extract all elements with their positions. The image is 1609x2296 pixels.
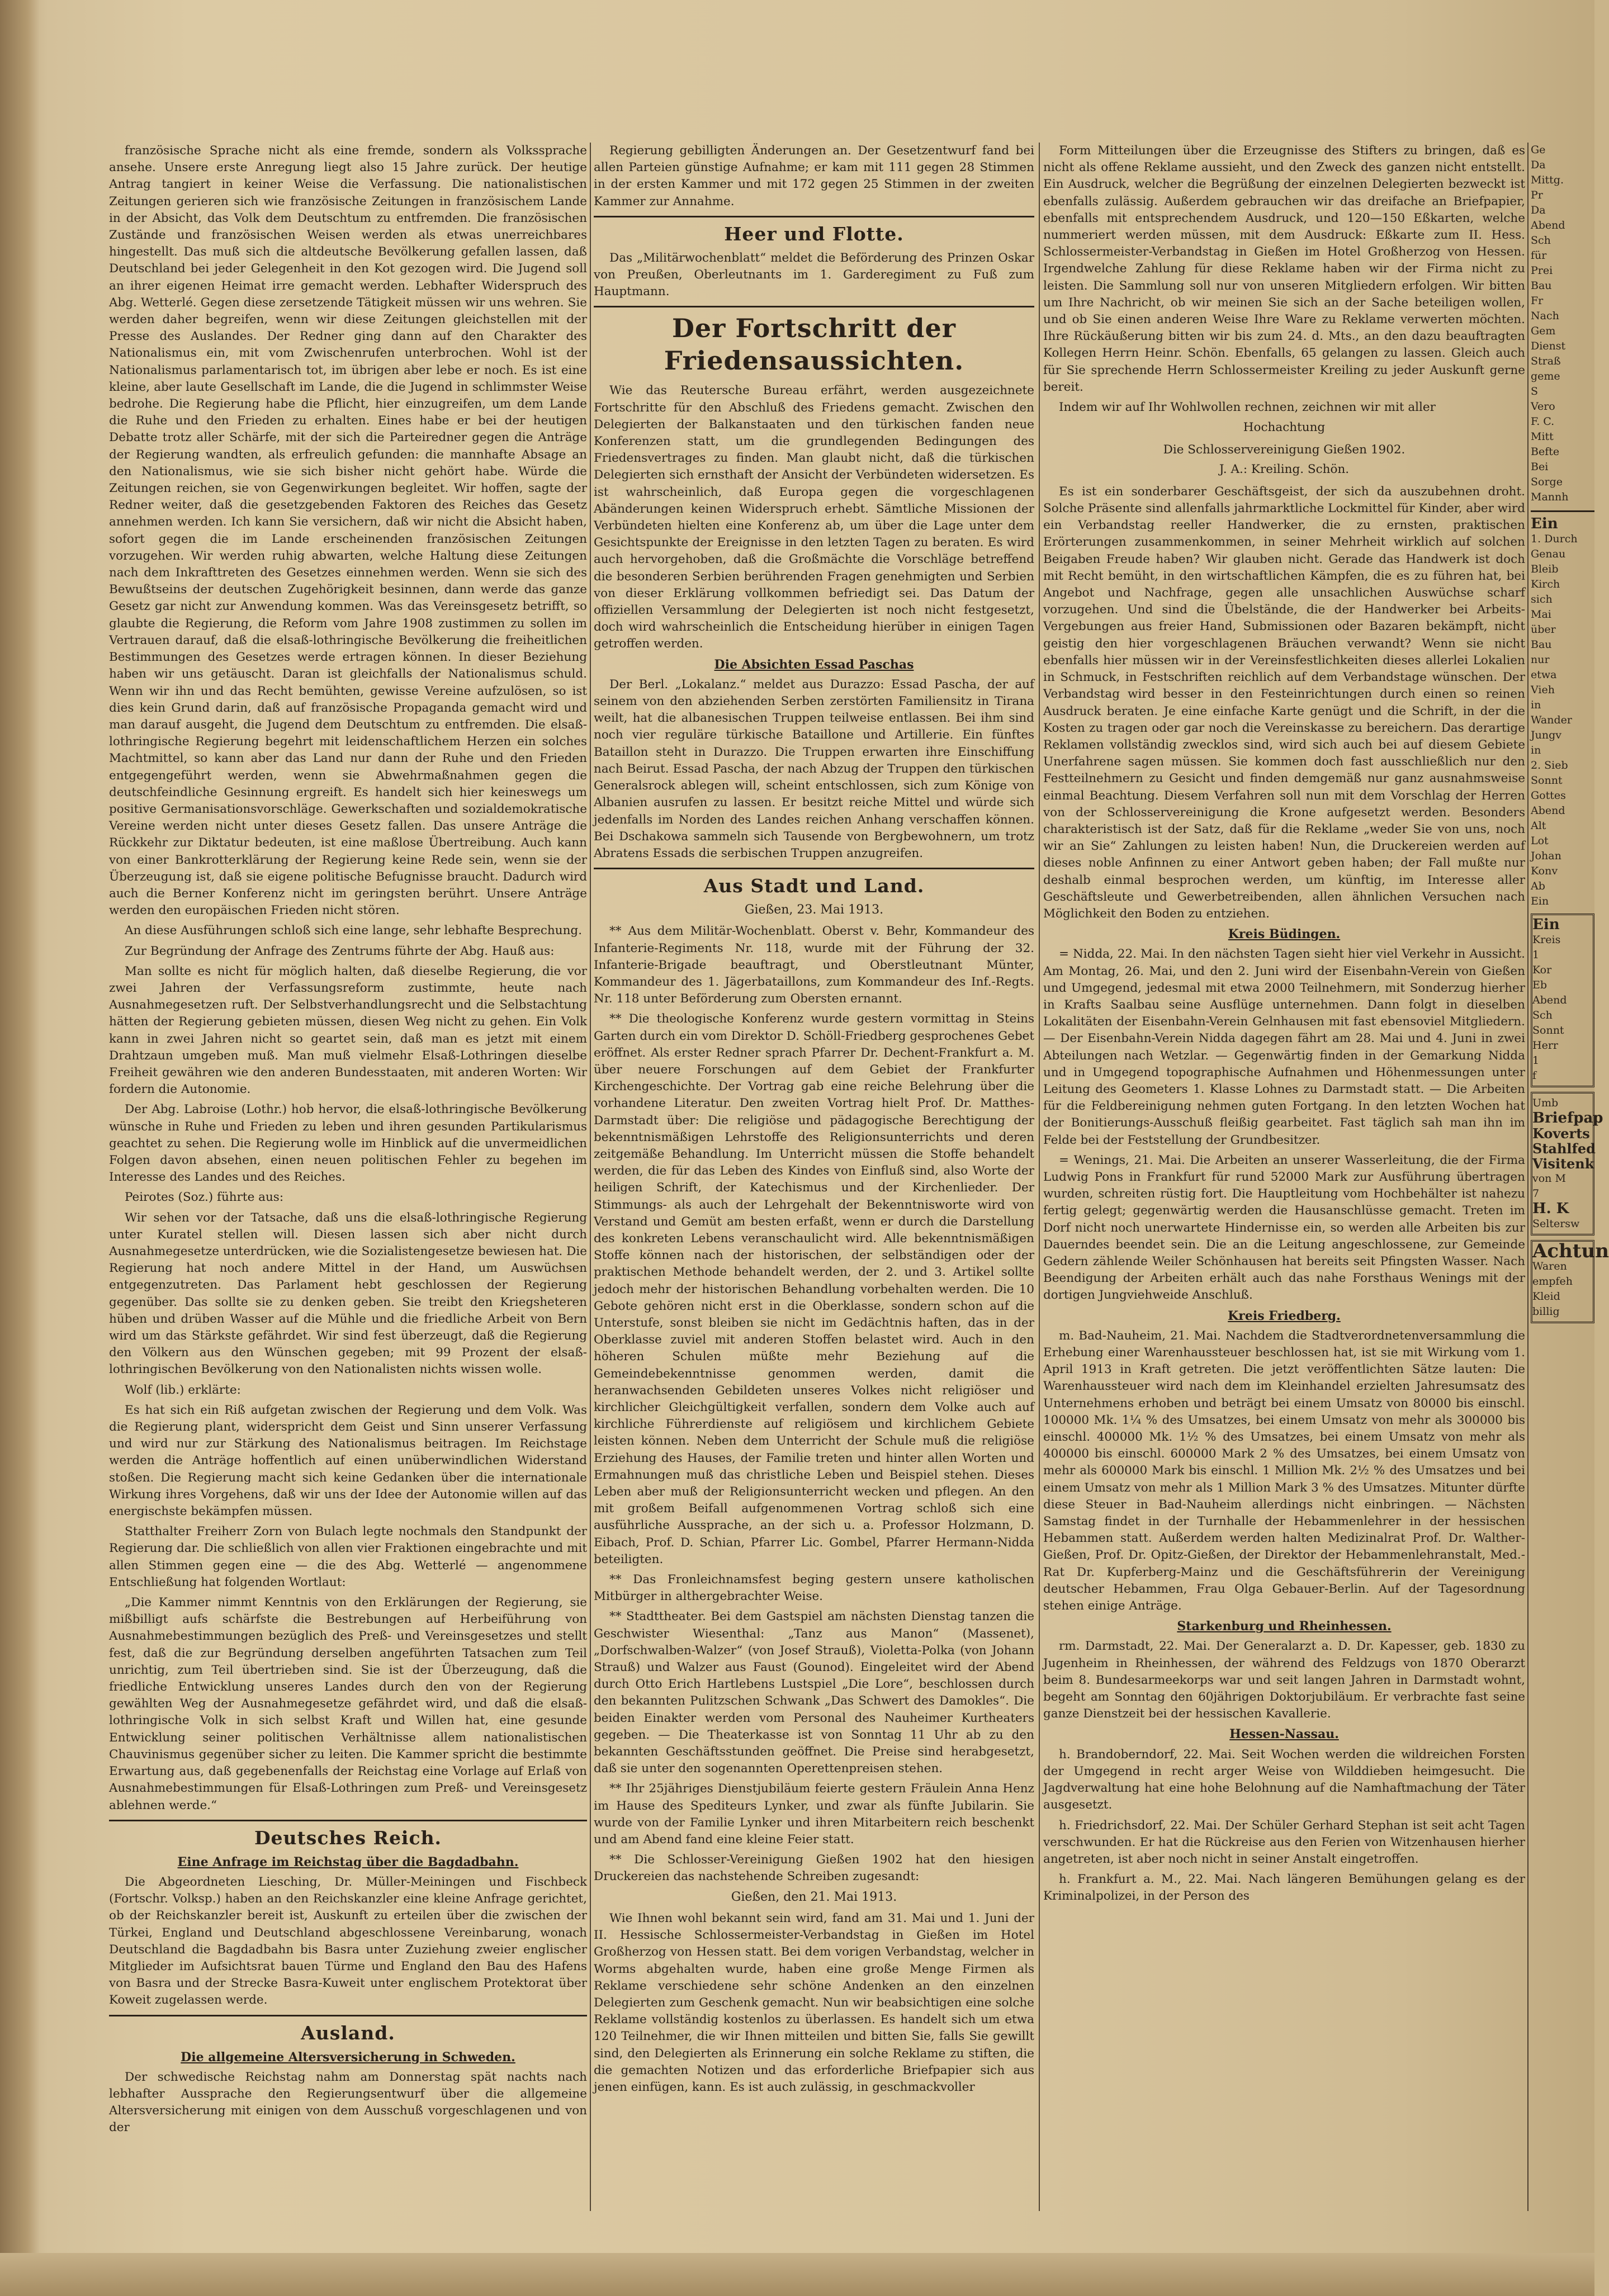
text-fragment: Umb <box>1532 1097 1559 1109</box>
text-fragment: Prei <box>1531 264 1553 277</box>
text-fragment: 7 <box>1532 1187 1540 1200</box>
section-heading: Ausland. <box>301 2022 395 2044</box>
section-heading: Deutsches Reich. <box>254 1826 442 1849</box>
text-fragment: Bau <box>1531 638 1552 651</box>
text-fragment: Vero <box>1531 400 1555 413</box>
text-fragment: 2. Sieb <box>1531 759 1568 771</box>
article-paragraph: Wolf (lib.) erklärte: <box>125 1383 241 1397</box>
text-fragment: 1 <box>1532 949 1540 961</box>
article-paragraph: „Die Kammer nimmt Kenntnis von den Erklärungen der Regierung, sie mißbilligt aufs schärfste die Bestrebungen auf Herbeiführung von Ausnahmebestimmungen bezüglich des Preß- und Vereinsgesetzes und stellt fest, daß die zur Begründung derselben angeführten Tatsachen zum Teil unrichtig, zum Teil übertrieben sind. Sie ist der Überzeugung, daß die friedliche Entwicklung unseres Landes durch den von der Regierung gewählten Weg der Ausnahmegesetze gefährdet wird, und daß die elsaß-lothringische Volk in sich selbst Kraft und Willen hat, eine gesunde Entwicklung seiner politischen Verhältnisse allem nationalistischen Chauvinismus gegenüber sicher zu leiten. Die Kammer spricht die bestimmte Erwartung aus, daß gegebenenfalls der Reichstag eine Vorlage auf Erlaß von Ausnahmebestimmungen für Elsaß-Lothringen zum Preß- und Vereinsgesetz ablehnen werde.“ <box>109 1596 587 1812</box>
column-4-edge <box>1531 143 1609 2211</box>
text-fragment: 1. Durch <box>1531 533 1578 545</box>
text-fragment: sich <box>1531 593 1553 605</box>
text-fragment: Dienst <box>1531 340 1566 352</box>
text-fragment: Lot <box>1531 835 1549 847</box>
column-2 <box>594 143 1034 2211</box>
ad-heading: Achtun <box>1532 1240 1609 1262</box>
text-fragment: Mitt <box>1531 430 1554 443</box>
section-divider <box>109 2015 587 2016</box>
text-fragment: Kor <box>1532 964 1552 976</box>
edge-fragments-mid <box>1531 532 1594 909</box>
text-fragment: Sch <box>1531 234 1551 247</box>
text-fragment: Koverts <box>1532 1125 1590 1142</box>
text-fragment: Abend <box>1531 219 1565 231</box>
text-fragment: über <box>1531 623 1556 636</box>
article-paragraph: Der Abg. Labroise (Lothr.) hob hervor, die elsaß-lothringische Bevölkerung wünsche in Ruhe und Frieden zu leben und ihren gesunden Partikularismus geachtet zu sehen. Die Regierung wolle im Hinblick auf die unvermeidlichen Folgen davon absehen, einen neuen politischen Fehler zu begehen im Interesse des Landes und des Reiches. <box>109 1102 587 1185</box>
article-subheading: Die allgemeine Altersversicherung in Schweden. <box>181 2049 515 2065</box>
region-heading: Kreis Friedberg. <box>1228 1308 1341 1323</box>
section-divider <box>594 306 1034 307</box>
article-paragraph: Das „Militärwochenblatt“ meldet die Beförderung des Prinzen Oskar von Preußen, Oberleutnants im 1. Garderegiment zu Fuß zum Hauptmann. <box>594 250 1034 299</box>
region-heading: Hessen-Nassau. <box>1229 1727 1339 1742</box>
article-paragraph: französische Sprache nicht als eine fremde, sondern als Volkssprache ansehe. Unsere erste Anregung liegt also 15 Jahre zurück. Der heutige Antrag tangiert in keiner Weise die Verfassung. Die nationalistischen Zeitungen gerieren sich wie französische Zeitungen in französischem Lande in der Absicht, das Volk dem Deutschtum zu entfremden. Die französischen Zustände und französischen Weisen werden als etwas unerreichbares hingestellt. Das muß sich die altdeutsche Bevölkerung gefallen lassen, daß Deutschland bei jeder Gelegenheit in den Kot gezogen wird. Die Jugend soll an ihrer eigenen Heimat irre gemacht werden. Lebhafter Widerspruch des Abg. Wetterlé. Gegen diese zersetzende Tätigkeit müssen wir uns wehren. Sie werden daher begreifen, wenn wir diese Zeitungen gleichstellen mit der Presse des Auslandes. Der Redner ging dann auf den Charakter des Nationalismus ein, mit vom Zwischenrufen unterbrochen. Wohl ist der Nationalismus parlamentarisch tot, im übrigen aber lebe er noch. Es ist eine kleine, aber laute Gesellschaft im Lande, die die Jugend in schlimmster Weise bedrohe. Die Regierung habe die Pflicht, hier einzugreifen, um dem Lande die Ruhe und den Frieden zu erhalten. Eines habe er bei der heutigen Debatte trotz aller Schärfe, mit der sich die Parteiredner gegen die Anträge der Regierung wandten, als erfreulich gefunden: die mannhafte Absage an den Nationalismus, wie sie sich bisher nicht gehört habe. Würde die Zeitungen reichen, sie von Gegenwirkungen begleitet. Wir hoffen, sagte der Redner weiter, daß die gesetzgebenden Faktoren des Reiches das Gesetz annehmen werden. Ich kann Sie versichern, daß wir nicht die Absicht haben, sofort gegen die im Lande erscheinenden französischen Zeitungen vorzugehen. Wir werden ruhig abwarten, welche Haltung diese Zeitungen nach dem Inkrafttreten des Gesetzes einnehmen werden. Wenn sie sich des Bewußtseins der deutschen Zugehörigkeit besinnen, dann werde das ganze Gesetz gar nicht zur Anwendung kommen. Was das Vereinsgesetz betrifft, so glaubte die Regierung, die Reform vom Jahre 1908 zustimmen zu sollen im Vertrauen darauf, daß die elsaß-lothringische Bevölkerung die freiheitlichen Bestimmungen des Gesetzes werde ertragen können. In dieser Beziehung haben wir uns getäuscht. Daran ist gleichfalls der Nationalismus schuld. Wenn wir ihn und das Recht bemühten, gewisse Vereine aufzulösen, so ist dies kein Grund darin, daß auf französische Propaganda gemacht wird und man darauf ausgeht, die Jugend dem Deutschtum zu entfremden. Die elsaß-lothringische Regierung begehrt mit leidenschaftlichem Herzen ein solches Machtmittel, so kann aber das Land nur dann der Ruhe und den Frieden entgegengeführt werden, wenn sie Abwehrmaßnahmen gegen die deutschfeindliche Gesinnung ergreift. Es handelt sich hier keineswegs um positive Germanisationsvorschläge. Gewerkschaften und sozialdemokratische Vereine werden nicht unter dieses Gesetz fallen. Das unsere Anträge die Rückkehr zur Diktatur bedeuten, ist eine maßlose Übertreibung. Auch kann von einer Bankrotterklärung der Regierung keine Rede sein, wenn sie der Überzeugung ist, daß sie eigene politische Befugnisse braucht. Dadurch wird auch die Berner Konferenz nicht im geringsten berührt. Unsere Anträge werden den europäischen Frieden nicht stören. <box>109 144 587 918</box>
article-paragraph: ** Die Schlosser-Vereinigung Gießen 1902 hat den hiesigen Druckereien das nachstehende Schreiben zugesandt: <box>594 1853 1034 1884</box>
text-fragment: f <box>1532 1069 1537 1082</box>
article-paragraph: = Wenings, 21. Mai. Die Arbeiten an unserer Wasserleitung, die der Firma Ludwig Pons in Frankfurt für rund 52000 Mark zur Ausführung übertragen wurden, schreiten rüstig fort. Die Hauptleitung vom Hochbehälter ist nahezu fertig gelegt; gegenwärtig werden die Hausanschlüsse gemacht. Treten im Dorf nicht noch unerwartete Hindernisse ein, so werden alle Arbeiten bis zur Dauerndes beendet sein. Die an die Leitung angeschlossene, zur Gemeinde Gedern zählende Weiler Schönhausen hat bereits seit Pfingsten Wasser. Nach Beendigung der Arbeiten erhält auch das nahe Forsthaus Wenings mit der dortigen Jungviehweide Anschluß. <box>1043 1153 1525 1303</box>
text-fragment: Sonnt <box>1531 774 1563 787</box>
letter-closing: Hochachtung <box>1243 420 1326 435</box>
text-fragment: Genau <box>1531 548 1566 560</box>
text-fragment: Kleid <box>1532 1290 1560 1303</box>
text-fragment: Konv <box>1531 865 1558 877</box>
text-fragment: Bleib <box>1531 563 1559 575</box>
text-fragment: Gottes <box>1531 789 1566 802</box>
text-fragment: Fr <box>1531 295 1544 307</box>
text-fragment: Stahlfed <box>1532 1140 1596 1157</box>
column-3 <box>1043 143 1525 2211</box>
article-paragraph: Indem wir auf Ihr Wohlwollen rechnen, zeichnen wir mit aller <box>1059 400 1436 415</box>
text-fragment: Jungv <box>1531 729 1561 741</box>
article-paragraph: ** Das Fronleichnamsfest beging gestern unsere katholischen Mitbürger in althergebrachter Weise. <box>594 1573 1034 1604</box>
article-paragraph: Die Abgeordneten Liesching, Dr. Müller-Meiningen und Fischbeck (Fortschr. Volksp.) haben an den Reichskanzler eine kleine Anfrage gerichtet, ob der Reichskanzler bereit ist, Auskunft zu erteilen über die zwischen der Türkei, England und Deutschland abgeschlossene Vereinbarung, wonach Deutschland die Bagdadbahn bis Basra unter Zuziehung zweier englischer Mitglieder im Aufsichtsrat bauen Türme und England den Bau des Hafens von Basra und der Strecke Basra-Kuweit unter englischem Protektorat über Koweit zugelassen werde. <box>109 1874 587 2008</box>
text-fragment: Sorge <box>1531 476 1563 488</box>
text-fragment: Ein <box>1531 895 1549 907</box>
text-fragment: in <box>1531 744 1541 756</box>
article-paragraph: m. Bad-Nauheim, 21. Mai. Nachdem die Stadtverordnetenversammlung die Erhebung einer Warenhaussteuer beschlossen hat, ist sie mit Wirkung vom 1. April 1913 in Kraft getreten. Die jetzt veröffentlichten Sätze lauten: Die Warenhaussteuer wird nach dem im Kleinhandel erzielten Jahresumsatz des Unternehmens erhoben und beträgt bei einem Umsatz von 80000 bis einschl. 100000 Mk. 1¼ % des Umsatzes, bei einem Umsatz von mehr als 300000 bis einschl. 400000 Mk. 1½ % des Umsatzes, bei einem Umsatz von mehr als 400000 bis einschl. 600000 Mark 2 % des Umsatzes, bei einem Umsatz von mehr als 600000 Mark bis einschl. 1 Million Mk. 2½ % des Umsatzes und bei einem Umsatz von mehr als 1 Million Mark 3 % des Umsatzes. Mitunter dürfte diese Steuer in Bad-Nauheim allerdings nicht einbringen. — Nächsten Samstag findet in der Turnhalle der Hebammenlehrer in der hessischen Hebammen statt. Außerdem werden halten Medizinalrat Prof. Dr. Walther-Gießen, Prof. Dr. Opitz-Gießen, der Direktor der Hebammenlehranstalt, Med.-Rat Dr. Kupferberg-Mainz und die Geschäftsführerin der Vereinigung deutscher Hebammen, Frau Olga Gebauer-Berlin. Auf der Tagesordnung stehen einige Anträge. <box>1043 1328 1525 1613</box>
letter-signature: J. A.: Kreiling. Schön. <box>1219 462 1350 476</box>
text-fragment: etwa <box>1531 669 1557 681</box>
text-fragment: Visitenk <box>1532 1156 1594 1172</box>
column-1 <box>109 143 587 2211</box>
article-paragraph: ** Aus dem Militär-Wochenblatt. Oberst v. Behr, Kommandeur des Infanterie-Regiments Nr. 118, wurde mit der Führung der 32. Infanterie-Brigade beauftragt, und Oberstleutnant Münter, Kommandeur des 1. Jägerbataillons, zum Kommandeur des Inf.-Regts. Nr. 118 unter Beförderung zum Obersten ernannt. <box>594 924 1034 1006</box>
article-paragraph: Peirotes (Soz.) führte aus: <box>125 1190 284 1205</box>
region-heading: Starkenburg und Rheinhessen. <box>1177 1619 1392 1634</box>
text-fragment: Da <box>1531 159 1546 171</box>
text-fragment: Kirch <box>1531 578 1560 590</box>
text-fragment: Befte <box>1531 446 1560 458</box>
article-paragraph: Es ist ein sonderbarer Geschäftsgeist, der sich da auszubehnen droht. Solche Präsente sind allenfalls jahrmarktliche Lockmittel für Kinder, aber wird ein Verbandstag reeller Handwerker, die zu ernsten, praktischen Erörterungen zusammenkommen, in seiner Mehrheit wirklich auf solchen Beigaben Freude haben? Wir glauben nicht. Gerade das Handwerk ist doch mit Recht bemüht, in den wirtschaftlichen Kämpfen, die es zu führen hat, bei Angebot und Nachfrage, gegen alle unsachlichen Auswüchse scharf vorzugehen. Und sind die Übelstände, die der Handwerker bei Arbeits-Vergebungen aus freier Hand, Submissionen oder Bazaren bekämpft, nicht geistig den hier vorgeschlagenen Bräuchen verwandt? Wenn sie nicht ebenfalls hier müssen wir in der Vereinsfestlichkeiten dieses allerlei Lokalien in Schmuck, in Festschriften reichlich auf dem Verbandstage wünschen. Der Verbandstag wird besser in den Festeinrichtungen durch einen so reinen Ausdruck beraten. Je eine einfache Karte genügt und die Schrift, in der die Kosten zu tragen oder gar noch die Vereinskasse zu bereichern. Das derartige Reklamen vollständig zwecklos sind, wird sich auch bei auf diesem Gebiete Unerfahrene sagen müssen. Sie kommen doch fast ausschließlich nur den Festteilnehmern zu Gesicht und finden demgemäß nur ganz ausnahmsweise einmal Beachtung. Diesem Verfahren soll nun mit dem Vorschlag der Herren von der Schlosservereinigung die Krone aufgesetzt werden. Besonders charakteristisch ist der Satz, daß für die Reklame „weder Sie von uns, noch wir an Sie“ Zahlungen zu leisten haben! Nun, die Druckereien werden auf dieses noble Anfinnen zu einer Antwort geben haben; der Fall mußte nur deshalb einmal besprochen werden, um künftig, im Interesse aller Geschäftsleute und Gewerbetreibenden, allen ähnlichen Versuchen nach Möglichkeit den Boden zu entziehen. <box>1043 484 1525 921</box>
text-fragment: nur <box>1531 654 1550 666</box>
article-paragraph: rm. Darmstadt, 22. Mai. Der Generalarzt a. D. Dr. Kapesser, geb. 1830 zu Jugenheim in Rheinhessen, der während des Feldzugs von 1870 Oberarzt beim 8. Bundesarmeekorps war und seit langen Jahren in Darmstadt wohnt, begeht am Sonntag den 60jährigen Doktorjubiläum. Er verbrachte fast seine ganze Dienstzeit bei der hessischen Kavallerie. <box>1043 1639 1525 1721</box>
text-fragment: H. K <box>1532 1200 1569 1217</box>
text-fragment: S <box>1531 385 1539 397</box>
edge-fragments-top <box>1531 143 1594 505</box>
article-paragraph: Form Mitteilungen über die Erzeugnisse des Stifters zu bringen, daß es nicht als offene Reklame aussieht, und den Zweck des ganzen nicht entstellt. Ein Ausdruck, welcher die Begrüßung der einzelnen Delegierten bezweckt ist ebenfalls zulässig. Außerdem gebrauchen wir das dreifache an Briefpapier, ebenfalls mit entsprechendem Ausdruck, und 120—150 Eßkarten, welche nummeriert werden müssen, mit dem Ausdruck: Eßkarte zum II. Hess. Schlossermeister-Verbandstag in Gießen im Hotel Großherzog von Hessen. Irgendwelche Zahlung für diese Reklame haben wir der Firma nicht zu leisten. Die Sammlung soll nur von unseren Mitgliedern erfolgen. Wir bitten um Ihre Nachricht, ob wir meinen Sie sich an der Sache beteiligen wollen, und ob Sie einen anderen Weise Ihre Ware zu Reklame verwerten möchten. Ihre Rückäußerung bitten wir bis zum 24. d. Mts., an den dazu beauftragten Kollegen Herrn Heinr. Schön. Ebenfalls, 65 gelangen zu lassen. Gleich auch für Sie sprechende Herrn Schlossermeister Kreiling zu jeder Auskunft gerne bereit. <box>1043 144 1525 394</box>
page-binding <box>0 0 39 2296</box>
text-fragment: billig <box>1532 1305 1560 1318</box>
text-fragment: Gem <box>1531 325 1556 337</box>
section-heading: Heer und Flotte. <box>724 223 904 245</box>
region-heading: Kreis Büdingen. <box>1228 927 1341 942</box>
text-fragment: empfeh <box>1532 1275 1573 1287</box>
article-paragraph: h. Frankfurt a. M., 22. Mai. Nach längeren Bemühungen gelang es der Kriminalpolizei, in der Person des <box>1043 1872 1525 1904</box>
text-fragment: Mannh <box>1531 491 1569 503</box>
article-paragraph: Statthalter Freiherr Zorn von Bulach legte nochmals den Standpunkt der Regierung dar. Die schließlich von allen vier Fraktionen eingebrachte und mit allen Stimmen gegen eine — die des Abg. Wetterlé — angenommene Entschließung hat folgenden Wortlaut: <box>109 1525 587 1589</box>
dateline: Gießen, 23. Mai 1913. <box>744 903 884 917</box>
text-fragment: Sonnt <box>1532 1024 1564 1036</box>
article-paragraph: h. Friedrichsdorf, 22. Mai. Der Schüler Gerhard Stephan ist seit acht Tagen verschwunden. Er hat die Rückreise aus den Ferien von Witzenhausen hierher angetreten, ist aber noch nicht in seiner Anstalt eingetroffen. <box>1043 1818 1525 1866</box>
article-subheading: Eine Anfrage im Reichstag über die Bagdadbahn. <box>177 1854 519 1869</box>
article-paragraph: Der Berl. „Lokalanz.“ meldet aus Durazzo: Essad Pascha, der auf seinem von den abziehenden Serben zerstörten Familiensitz in Tirana weilt, hat die albanesischen Truppen teilweise entlassen. Bei ihm sind noch vier reguläre türkische Bataillone und Artillerie. Ein fünftes Bataillon steht in Durazzo. Die Truppen erwarten ihre Einschiffung nach Beirut. Essad Pascha, der nach Abzug der Truppen den türkischen Generalsrock ablegen will, scheint entschlossen, sich zum Könige von Albanien ausrufen zu lassen. Er besitzt reiche Mittel und würde sich jedenfalls im Norden des Landes reichen Anhang verschaffen können. Bei Dschakowa sammeln sich Tausende von Bergbewohnern, um trotz Abratens Essads die serbischen Truppen anzugreifen. <box>594 677 1034 860</box>
text-fragment: Herr <box>1532 1039 1558 1052</box>
advertisement-box <box>1531 913 1594 1087</box>
column-rule <box>1039 143 1040 2211</box>
text-fragment: Kreis <box>1532 934 1561 946</box>
article-paragraph: An diese Ausführungen schloß sich eine lange, sehr lebhafte Besprechung. <box>125 924 583 938</box>
text-fragment: Wander <box>1531 714 1572 726</box>
article-paragraph: Der schwedische Reichstag nahm am Donnerstag spät nachts nach lebhafter Aussprache den Regierungsentwurf über die allgemeine Altersversicherung mit einigen von dem Ausschuß vorgeschlagenen und von der <box>109 2070 587 2135</box>
text-fragment: F. C. <box>1531 415 1555 428</box>
letter-signature: Die Schlosservereinigung Gießen 1902. <box>1163 443 1405 457</box>
article-paragraph: ** Stadttheater. Bei dem Gastspiel am nächsten Dienstag tanzen die Geschwister Wiesenthal: „Tanz aus Manon“ (Massenet), „Dorfschwalben-Walzer“ (von Josef Strauß), Violetta-Polka (von Johann Strauß) und Walzer aus Faust (Gounod). Eingeleitet wird der Abend durch Otto Erich Hartlebens Lustspiel „Die Lore“, beschlossen durch den bekannten Pulitzschen Schwank „Das Schwert des Damokles“. Die beiden Einakter werden vom Personal des Nauheimer Kurtheaters gegeben. — Die Theaterkasse ist von Sonntag 11 Uhr ab zu den bekannten Geschäftsstunden geöffnet. Die Preise sind herabgesetzt, daß sie unter den sogenannten Operettenpreisen stehen. <box>594 1609 1034 1776</box>
advertisement-box <box>1531 1092 1603 1235</box>
section-divider <box>1531 510 1594 512</box>
text-fragment: 1 <box>1532 1054 1540 1067</box>
text-fragment: Waren <box>1532 1260 1567 1272</box>
article-paragraph: Wie das Reutersche Bureau erfährt, werden ausgezeichnete Fortschritte für den Abschluß des Friedens gemacht. Zwischen den Delegierten der Balkanstaaten und den türkischen fanden neue Konferenzen statt, um die grundlegenden Bedingungen des Friedensvertrages zu finden. Man glaubt nicht, daß die türkischen Delegierten sich ernsthaft der Ansicht der Verbündeten widersetzen. Es ist wahrscheinlich, daß Europa gegen die vorgeschlagenen Abänderungen keinen Widerspruch erhebt. Sämtliche Missionen der Verbündeten hielten eine Konferenz ab, um über die Lage unter dem Gesichtspunkte der Ereignisse in den letzten Tagen zu beraten. Es wird auch hervorgehoben, daß die Großmächte die Vorschläge betreffend die besonderen Serbien berührenden Fragen genehmigten und Serbien von dieser Erklärung vollkommen befriedigt sei. Das Datum der offiziellen Versammlung der Delegierten ist noch nicht festgesetzt, doch wird wahrscheinlich die Entscheidung hierüber in einigen Tagen getroffen werden. <box>594 384 1034 651</box>
text-fragment: Mai <box>1531 608 1551 621</box>
article-paragraph: = Nidda, 22. Mai. In den nächsten Tagen sieht hier viel Verkehr in Aussicht. Am Montag, 26. Mai, und den 2. Juni wird der Eisenbahn-Verein von Gießen und Umgegend, jedesmal mit etwa 2000 Teilnehmern, mit Sonderzug hierher in Krafts Saalbau seine Ausflüge unternehmen. Dann folgt in dieselben Lokalitäten der Eisenbahn-Verein Gelnhausen mit fast ebensoviel Mitgliedern. — Der Eisenbahn-Verein Nidda dagegen fährt am 28. Mai und 4. Juni in zwei Abteilungen nach Wetzlar. — Gegenwärtig finden in der Gemarkung Nidda und in Umgegend topographische Aufnahmen und Höhenmessungen unter Leitung des Geometers 1. Klasse Lohnes zu Darmstadt statt. — Die Arbeiten für die Feldbereinigung nehmen guten Fortgang. In den letzten Wochen hat der Bonitierungs-Ausschuß fleißig gearbeitet. Fast täglich sah man ihn im Felde bei der Feststellung der Grundbesitzer. <box>1043 947 1525 1147</box>
section-divider <box>594 216 1034 217</box>
page-bottom-edge <box>0 2253 1594 2296</box>
text-fragment: Alt <box>1531 820 1546 832</box>
text-fragment: Nach <box>1531 310 1559 322</box>
article-paragraph: Man sollte es nicht für möglich halten, daß dieselbe Regierung, die vor zwei Jahren der Verfassungsreform zustimmte, heute nach Ausnahmegesetzen ruft. Der Selbstverhandlungsrecht und die Selbstachtung hätten der Regierung gebieten müssen, diesen Weg nicht zu gehen. Ein Volk kann in zwei Jahren nicht so geartet sein, daß man es jetzt mit einem Drahtzaun umgeben muß. Man muß vielmehr Elsaß-Lothringen dieselbe Freiheit gewähren wie den anderen Bundesstaaten, mit anderen Worten: Wir fordern die Autonomie. <box>109 964 587 1097</box>
section-divider <box>594 868 1034 869</box>
text-fragment: Bau <box>1531 280 1552 292</box>
advertisement-box <box>1531 1240 1609 1323</box>
section-divider <box>109 1820 587 1821</box>
text-fragment: Straß <box>1531 355 1561 367</box>
text-fragment: Pr <box>1531 189 1543 201</box>
text-fragment: Johan <box>1531 850 1561 862</box>
text-fragment: Ge <box>1531 144 1546 156</box>
text-fragment: Da <box>1531 204 1546 216</box>
text-fragment: Seltersw <box>1532 1218 1580 1230</box>
text-fragment: Sch <box>1532 1009 1553 1021</box>
text-fragment: Abend <box>1531 804 1565 817</box>
article-paragraph: ** Die theologische Konferenz wurde gestern vormittag in Steins Garten durch ein vom Direktor D. Schöll-Friedberg gesprochenes Gebet eröffnet. Als erster Redner sprach Pfarrer Dr. Dechent-Frankfurt a. M. über neuere Forschungen auf dem Gebiet der Frankfurter Kirchengeschichte. Der Vortrag gab eine reiche Belehrung über die vorhandene Literatur. Den zweiten Vortrag hielt Prof. Dr. Matthes-Darmstadt über: Die religiöse und pädagogische Berechtigung der bekenntnismäßigen Lehrstoffe des Religionsunterrichts und deren zeitgemäße Behandlung. Im Unterricht müssen die Stoffe behandelt werden, die für das Leben des Kindes von Einfluß sind, also Worte der heiligen Schrift, der Katechismus und der Kirchenlieder. Der Stimmungs- als auch der Lehrgehalt der Bekenntnisworte wird von Verstand und Gemüt am besten erfaßt, wenn er durch die Darstellung des konkreten Lebens veranschaulicht wird. Alle bekenntnismäßigen Stoffe können nach der historischen, der selbständigen oder der praktischen Methode behandelt werden, der 2. und 3. Artikel sollte jedoch mehr der historischen Behandlung vorbehalten werden. Die 10 Gebote gehören nicht erst in die Oberklasse, sondern schon auf die Unterstufe, sonst bleiben sie nicht im Gedächtnis haften, das in der Oberklasse zuviel mit anderen Stoffen belastet wird. Auch in den höheren Schulen müßte mehr Beziehung auf die Gemeindebekenntnisse genommen werden, damit die heranwachsenden Gebildeten unseres Volkes nicht religiöser und kirchlicher Gleichgültigkeit verfallen, sondern dem Volke auch auf kirchliche Führerdienste auf religiösem und kirchlichem Gebiete leisten können. Neben dem Unterricht der Schule muß die religiöse Erziehung des Hauses, der Familie treten und hinter allen Worten und Ermahnungen muß das christliche Leben und Beispiel stehen. Dieses Leben aber muß der Religionsunterricht wecken und pflegen. An den mit großem Beifall aufgenommenen Vortrag schloß sich eine ausführliche Aussprache, an der sich u. a. Professor Holzmann, D. Eibach, Prof. D. Schian, Pfarrer Lic. Gombel, Pfarrer Hermann-Nidda beteiligten. <box>594 1012 1034 1566</box>
article-paragraph: Wir sehen vor der Tatsache, daß uns die elsaß-lothringische Regierung unter Kuratel stellen will. Diesen lassen sich aber nicht durch Ausnahmegesetze unterdrücken, wie die Sozialistengesetze bewiesen hat. Die Regierung hat noch andere Mittel in der Hand, um Auswüchsen entgegenzutreten. Das Parlament hebt geschlossen der Regierung gegenüber. Das sollte sie zu denken geben. Sie treibt den Kriegsheteren hüben und drüben Wasser auf die Mühle und die friedliche Arbeit von Bern wird um das Stärkste gefährdet. Wir sind fest überzeugt, daß die Regierung den Völkern aus den Wünschen gegeben; mit 99 Prozent der elsaß-lothringischen Bevölkerung von den Nationalisten nichts wissen wolle. <box>109 1210 587 1377</box>
article-subheading: Die Absichten Essad Paschas <box>714 657 914 672</box>
edge-heading: Ein <box>1531 515 1558 532</box>
article-paragraph: Regierung gebilligten Änderungen an. Der Gesetzentwurf fand bei allen Parteien günstige Aufnahme; er kam mit 111 gegen 28 Stimmen in der ersten Kammer und mit 172 gegen 25 Stimmen in der zweiten Kammer zur Annahme. <box>594 144 1034 209</box>
text-fragment: Ab <box>1531 880 1545 892</box>
text-fragment: Mittg. <box>1531 174 1564 186</box>
article-paragraph: ** Ihr 25jähriges Dienstjubiläum feierte gestern Fräulein Anna Henz im Hause des Spediteurs Lynker, und zwar als fünfte Jubilarin. Sie wurde von der Familie Lynker und ihren Mitarbeitern reich beschenkt und am Abend fand eine kleine Feier statt. <box>594 1782 1034 1847</box>
text-fragment: in <box>1531 699 1541 711</box>
text-fragment: von M <box>1532 1172 1566 1185</box>
ad-heading: Ein <box>1532 916 1560 933</box>
letter-dateline: Gießen, den 21. Mai 1913. <box>731 1890 897 1904</box>
headline: Der Fortschritt der Friedensaussichten. <box>664 313 964 376</box>
text-fragment: Vieh <box>1531 684 1555 696</box>
article-paragraph: Es hat sich ein Riß aufgetan zwischen der Regierung und dem Volk. Was die Regierung plant, widerspricht dem Geist und Sinn unserer Verfassung und wird nur zur Stärkung des Nationalismus beitragen. Im Reichstage werden die Anträge hoffentlich auf einen unüberwindlichen Widerstand stoßen. Die Regierung macht sich keine Gedanken über die internationale Wirkung ihres Vorgehens, daß wir uns der Idee der Autonomie willen auf das energischste bekämpfen müssen. <box>109 1403 587 1519</box>
text-fragment: Eb <box>1532 979 1548 991</box>
column-rule <box>1527 143 1528 2211</box>
text-fragment: Bei <box>1531 461 1549 473</box>
article-paragraph: h. Brandoberndorf, 22. Mai. Seit Wochen werden die wildreichen Forsten der Umgegend in recht arger Weise von Wilddieben heimgesucht. Die Jagdverwaltung hat eine hohe Belohnung auf die Namhaftmachung der Täter ausgesetzt. <box>1043 1747 1525 1812</box>
text-fragment: für <box>1531 249 1547 262</box>
section-heading: Aus Stadt und Land. <box>703 875 925 897</box>
article-paragraph: Wie Ihnen wohl bekannt sein wird, fand am 31. Mai und 1. Juni der II. Hessische Schlossermeister-Verbandstag in Gießen im Hotel Großherzog von Hessen statt. Bei dem vorigen Verbandstag, welcher in Worms abgehalten wurde, haben eine große Menge Firmen als Reklame verschiedene sehr schöne Andenken an den einzelnen Delegierten zum Geschenk gemacht. Nun wir beabsichtigen eine solche Reklame vollständig kostenlos zu überlassen. Es handelt sich um etwa 120 Teilnehmer, die wir Ihnen mitteilen und bitten Sie, falls Sie gewillt sind, den Delegierten als Erinnerung ein solche Reklame zu stiften, die die gemachten Notizen und das erforderliche Briefpapier sich aus jenen einfügen, kann. Es ist auch zulässig, in geschmackvoller <box>594 1911 1034 2094</box>
article-paragraph: Zur Begründung der Anfrage des Zentrums führte der Abg. Hauß aus: <box>125 944 555 958</box>
text-fragment: Briefpap <box>1532 1110 1603 1126</box>
text-fragment: geme <box>1531 370 1560 382</box>
text-fragment: Abend <box>1532 994 1567 1006</box>
column-rule <box>590 143 591 2211</box>
